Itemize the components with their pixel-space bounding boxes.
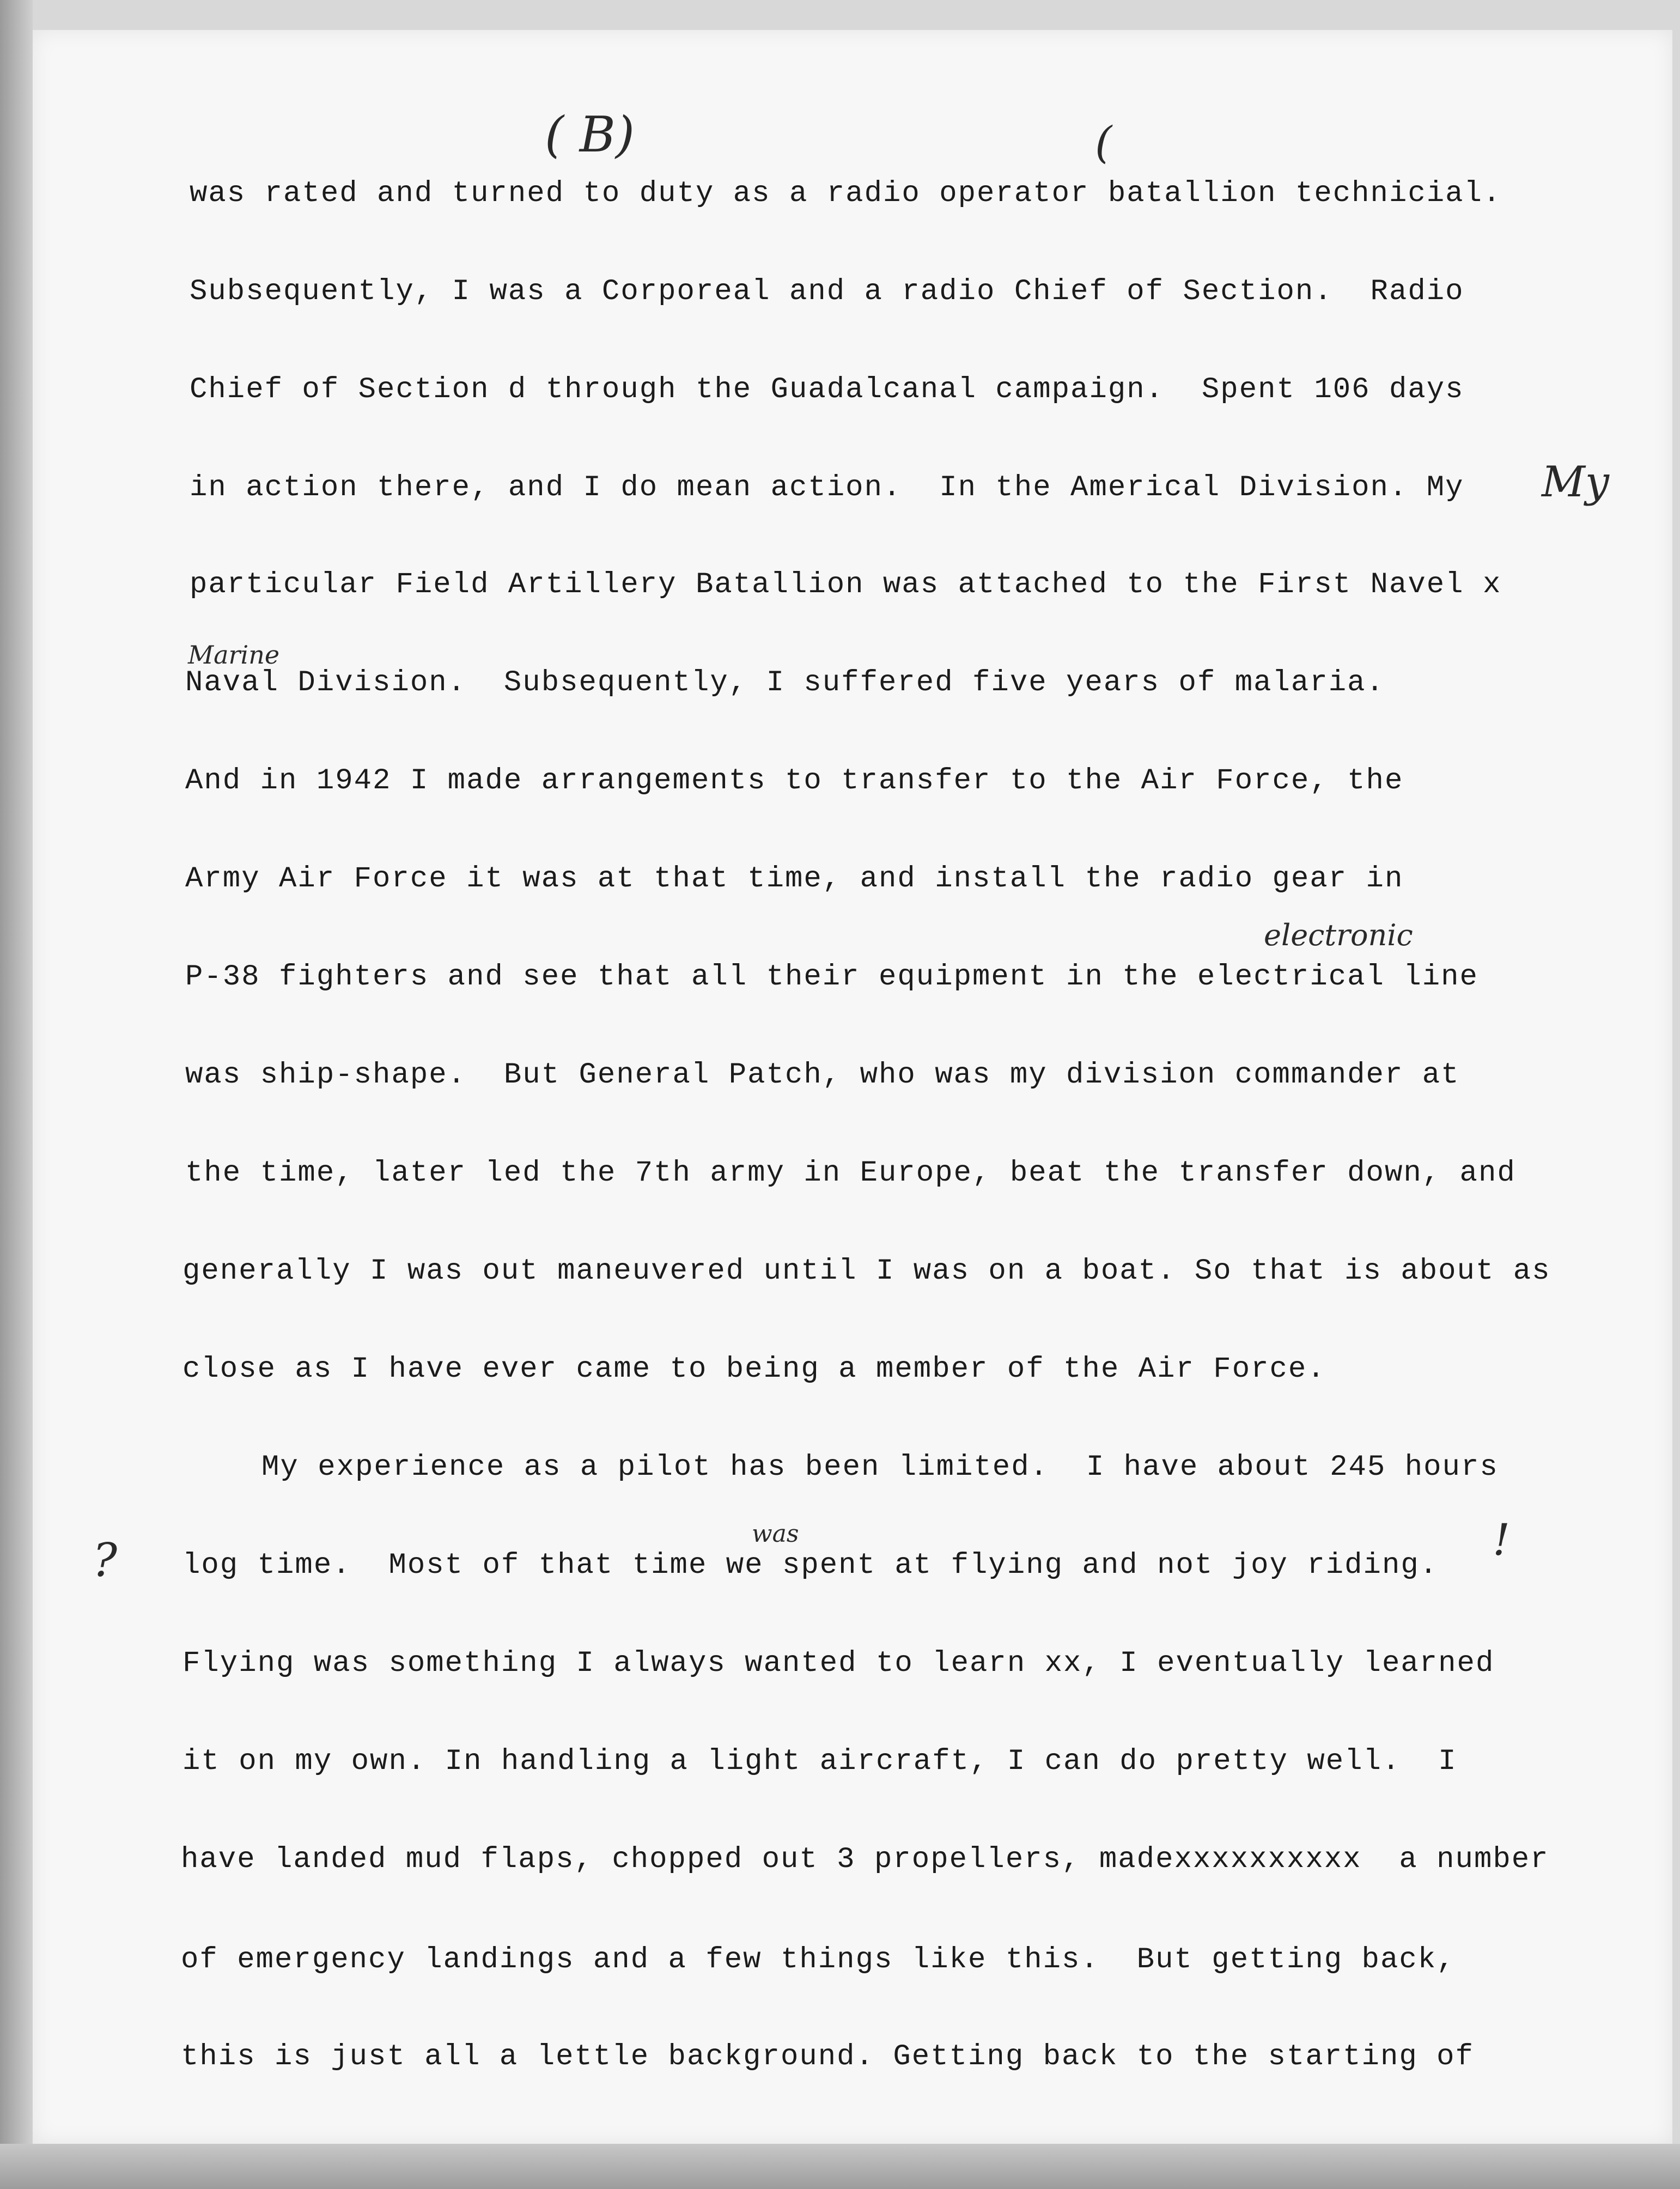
text-line-12: generally I was out maneuvered until I was on a boat. So that is about as	[182, 1255, 1551, 1288]
marine-annotation: Marine	[188, 640, 280, 670]
text-line-18: have landed mud flaps, chopped out 3 propellers, madexxxxxxxxxx a number	[181, 1843, 1549, 1876]
text-line-8: Army Air Force it was at that time, and install the radio gear in	[185, 862, 1404, 896]
text-line-1: was rated and turned to duty as a radio operator batallion technicial.	[190, 177, 1502, 210]
text-line-7: And in 1942 I made arrangements to transfer to the Air Force, the	[185, 764, 1404, 798]
text-line-17: it on my own. In handling a light aircraft, I can do pretty well. I	[182, 1745, 1457, 1778]
text-line-13: close as I have ever came to being a member of the Air Force.	[182, 1353, 1326, 1386]
typewritten-page	[33, 30, 1672, 2144]
scan-edge-bottom	[0, 2144, 1680, 2189]
text-line-16: Flying was something I always wanted to learn xx, I eventually learned	[182, 1647, 1495, 1680]
was-annotation: was	[752, 1520, 799, 1548]
text-line-10: was ship-shape. But General Patch, who was my division commander at	[185, 1059, 1460, 1092]
text-line-20: this is just all a lettle background. Getting back to the starting of	[181, 2040, 1474, 2074]
question-annotation: ?	[93, 1534, 118, 1587]
text-line-11: the time, later led the 7th army in Europe, beat the transfer down, and	[185, 1157, 1516, 1190]
text-line-3: Chief of Section d through the Guadalcanal campaign. Spent 106 days	[190, 373, 1464, 406]
bracket-annotation: (	[1095, 117, 1112, 168]
electronic-annotation: electronic	[1264, 918, 1413, 952]
text-line-6: Naval Division. Subsequently, I suffered five years of malaria.	[185, 666, 1385, 700]
text-line-9: P-38 fighters and see that all their equipment in the electrical line	[185, 960, 1478, 994]
exclamation-annotation: !	[1493, 1515, 1511, 1565]
page-number-annotation: ( B)	[545, 106, 635, 163]
text-line-15: log time. Most of that time we spent at flying and not joy riding.	[182, 1549, 1439, 1582]
text-line-19: of emergency landings and a few things like this. But getting back,	[181, 1943, 1456, 1977]
text-line-4: in action there, and I do mean action. In the Americal Division. My	[190, 471, 1464, 504]
scan-edge	[0, 0, 33, 2189]
text-line-5: particular Field Artillery Batallion was attached to the First Navel x	[190, 568, 1502, 601]
my-annotation: My	[1542, 458, 1609, 507]
text-line-2: Subsequently, I was a Corporeal and a radio Chief of Section. Radio	[190, 275, 1464, 308]
text-line-14: My experience as a pilot has been limited. I have about 245 hours	[261, 1451, 1499, 1484]
